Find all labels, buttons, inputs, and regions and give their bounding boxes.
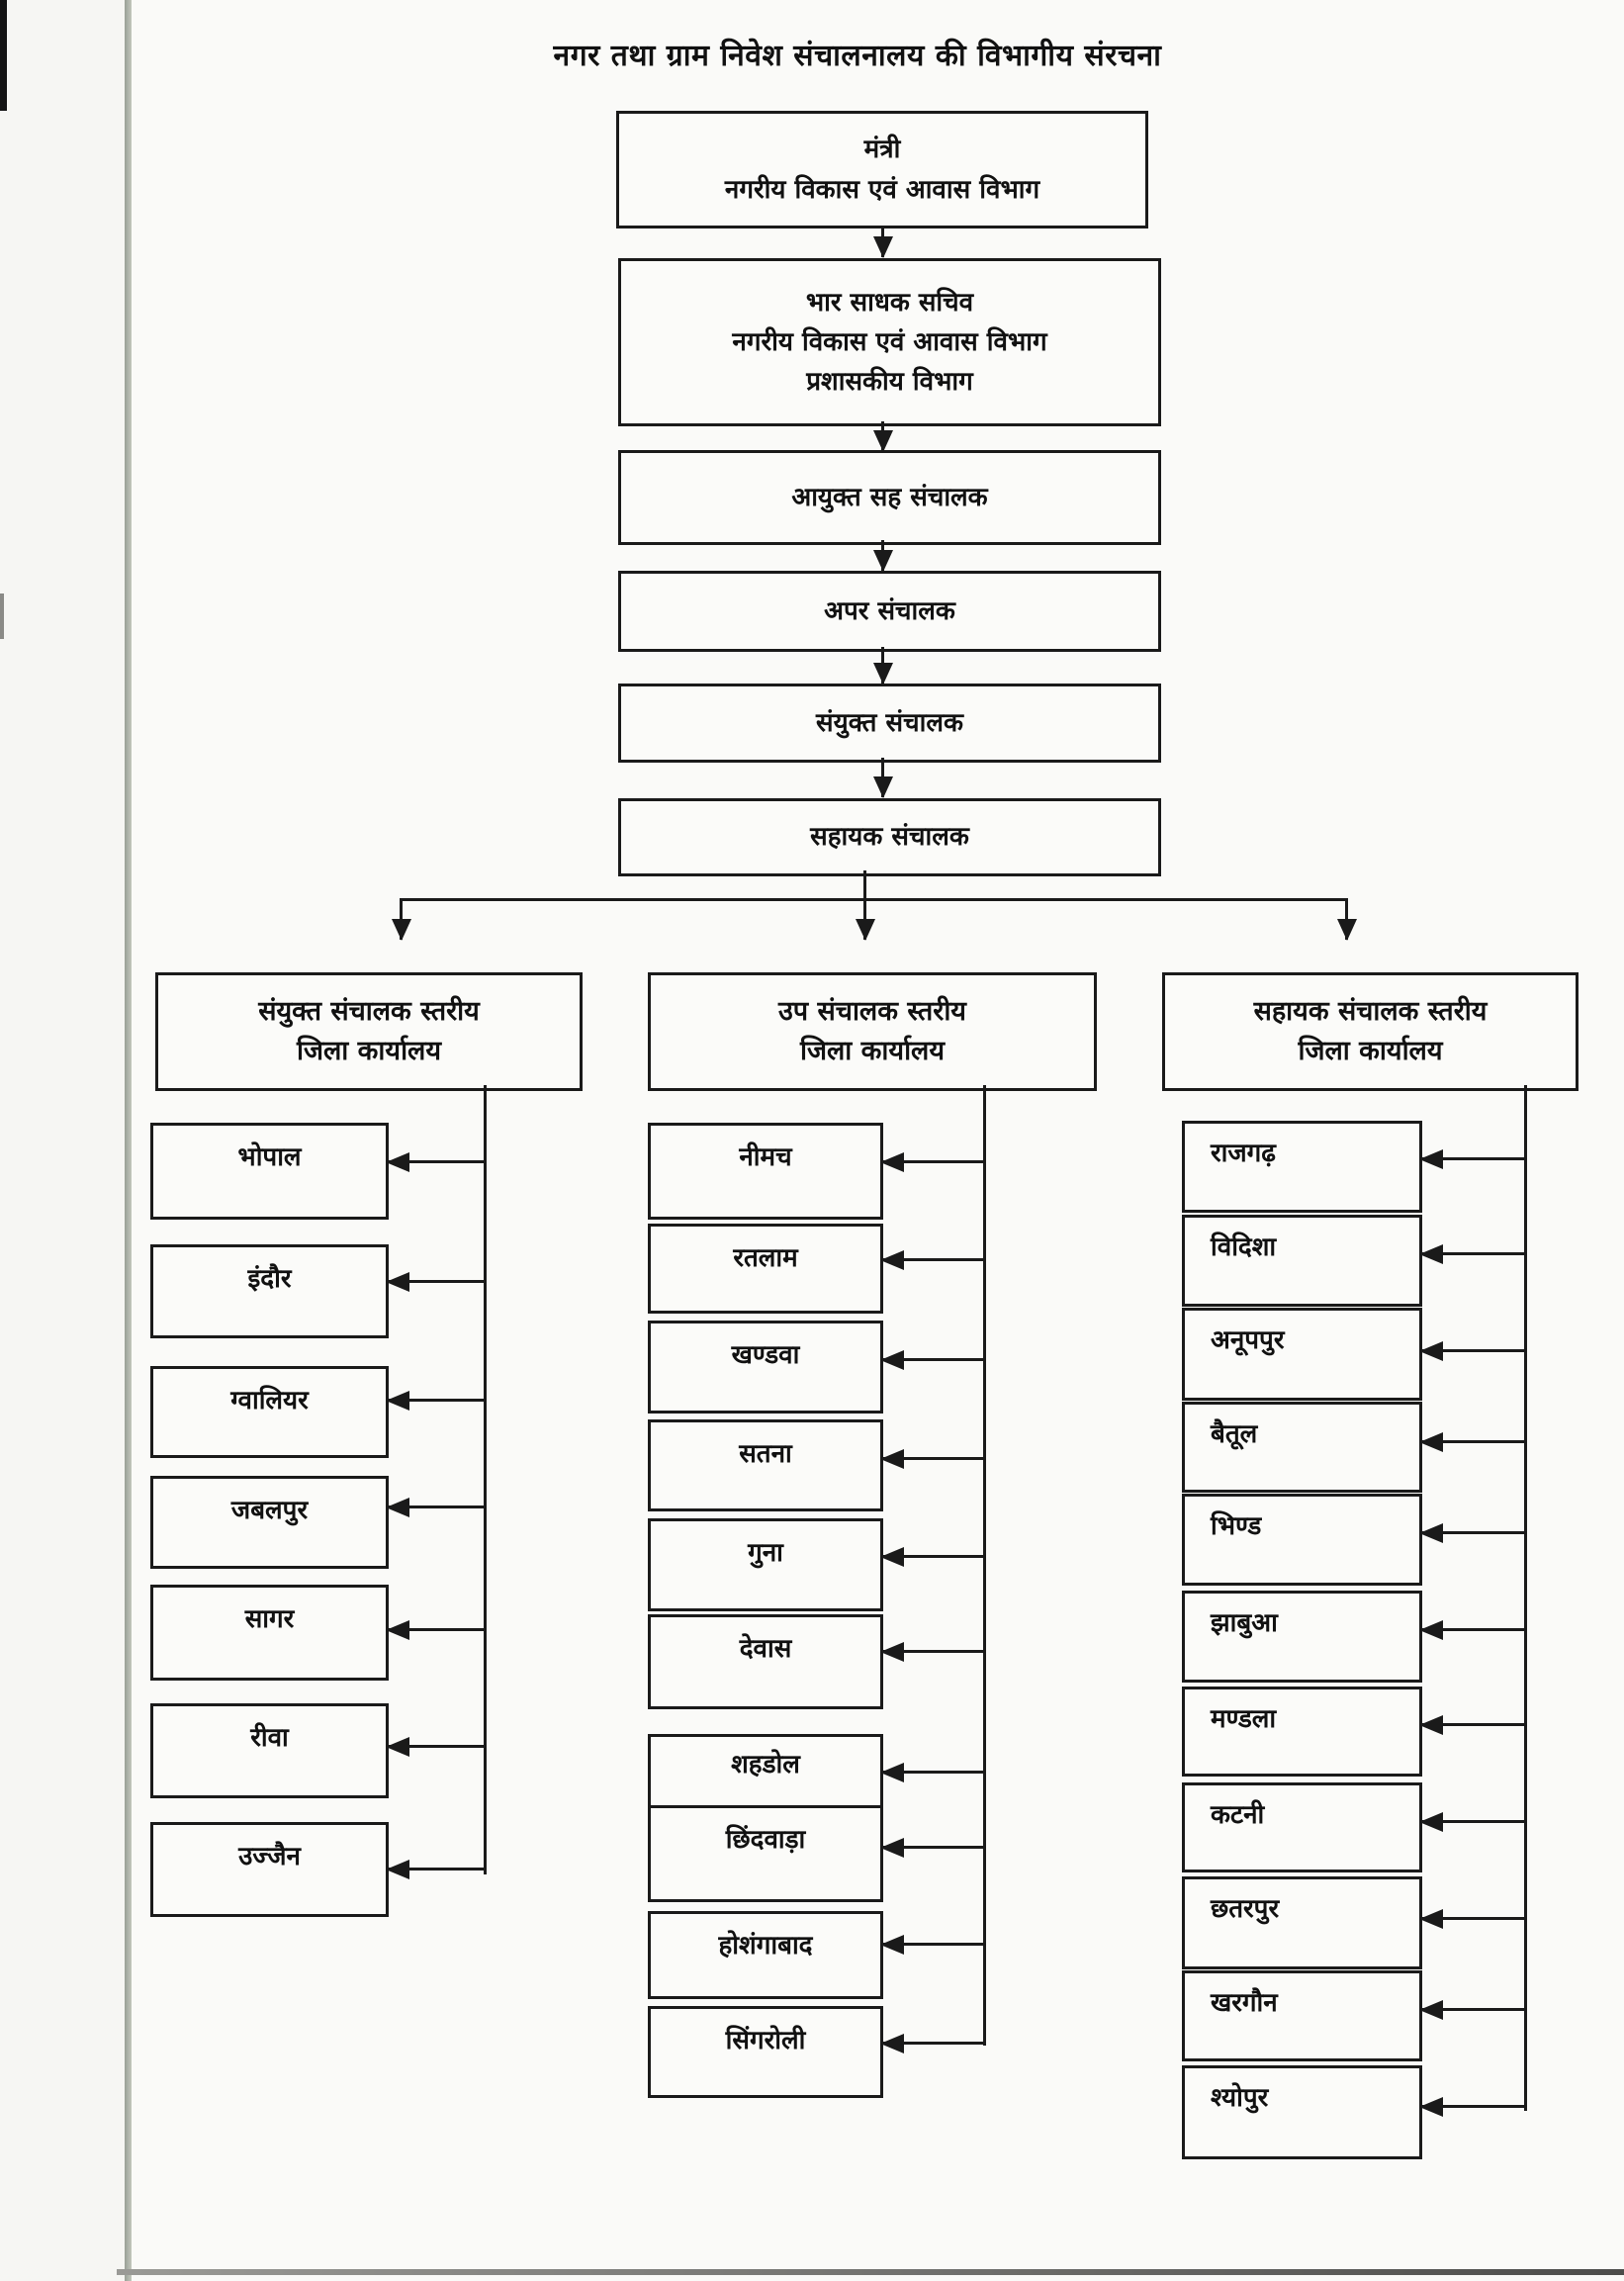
district-label: श्योपुर (1211, 2083, 1269, 2113)
district-box (150, 1476, 389, 1569)
scan-edge-line (125, 0, 132, 2281)
district-label: विदिशा (1211, 1232, 1277, 1262)
scan-bottom-line (117, 2269, 1624, 2275)
district-box (1182, 1121, 1422, 1213)
org-box-commissioner-cum-director (618, 450, 1161, 545)
branch-header-line: जिला कार्यालय (296, 1036, 442, 1066)
arrow-left-icon (1419, 1157, 1525, 1160)
arrow-left-icon (386, 1628, 485, 1631)
arrow-left-icon (880, 1358, 984, 1361)
org-box-joint-director (618, 684, 1161, 763)
arrow-down-icon (881, 758, 884, 797)
district-box (648, 1518, 883, 1611)
district-box (1182, 1782, 1422, 1872)
district-label: उज्जैन (238, 1842, 301, 1871)
district-label: देवास (739, 1634, 792, 1664)
district-box (1182, 1591, 1422, 1683)
arrow-left-icon (880, 1457, 984, 1460)
branch-header-assistant-director-level (1162, 972, 1579, 1091)
arrow-down-icon (881, 421, 884, 451)
district-box (150, 1703, 389, 1798)
arrow-left-icon (1419, 1440, 1525, 1443)
district-box (648, 1734, 883, 1814)
org-box-line: प्रशासकीय विभाग (806, 367, 973, 398)
branch-header-line: जिला कार्यालय (799, 1036, 946, 1066)
feeder-line-middle (983, 1085, 986, 2046)
arrow-left-icon (1419, 2105, 1525, 2108)
district-label: इंदौर (247, 1264, 292, 1294)
district-box (648, 1123, 883, 1220)
org-box-line: संयुक्त संचालक (816, 707, 963, 738)
branch-header-line: जिला कार्यालय (1298, 1036, 1443, 1066)
district-box (1182, 1308, 1422, 1401)
district-label: छिंदवाड़ा (725, 1825, 806, 1855)
district-box (150, 1822, 389, 1917)
arrow-left-icon (1419, 1917, 1525, 1920)
district-label: झाबुआ (1211, 1608, 1278, 1638)
page-title: नगर तथा ग्राम निवेश संचालनालय की विभागीय संरचना (553, 39, 1162, 73)
district-label: कटनी (1211, 1800, 1265, 1830)
arrow-left-icon (1419, 1723, 1525, 1726)
district-label: छतरपुर (1211, 1894, 1280, 1924)
org-box-line: आयुक्त सह संचालक (791, 482, 988, 512)
district-label: जबलपुर (230, 1496, 309, 1525)
connector-horizontal (400, 898, 1347, 901)
arrow-down-icon (863, 898, 866, 940)
district-box (150, 1123, 389, 1220)
district-box (648, 1419, 883, 1511)
branch-header-line: सहायक संचालक स्तरीय (1253, 995, 1488, 1027)
district-box (1182, 1494, 1422, 1586)
district-label: खरगौन (1211, 1988, 1278, 2018)
district-label: रतलाम (733, 1243, 798, 1273)
org-box-line: अपर संचालक (824, 595, 955, 626)
district-label: भोपाल (237, 1142, 302, 1172)
branch-header-deputy-director-level (648, 972, 1097, 1091)
org-box-line: नगरीय विकास एवं आवास विभाग (724, 174, 1040, 205)
arrow-left-icon (386, 1505, 485, 1508)
org-box-line: नगरीय विकास एवं आवास विभाग (732, 326, 1047, 357)
district-box (648, 1911, 883, 1999)
org-box-incharge-secretary (618, 258, 1161, 426)
connector-stub (863, 870, 866, 900)
district-label: राजगढ़ (1211, 1139, 1276, 1168)
district-label: नीमच (739, 1142, 792, 1172)
arrow-down-icon (881, 540, 884, 571)
district-box (1182, 1876, 1422, 1969)
district-box (150, 1585, 389, 1681)
org-box-line: सहायक संचालक (810, 822, 969, 853)
arrow-left-icon (386, 1280, 485, 1283)
district-label: शहडोल (731, 1750, 800, 1779)
arrow-down-icon (1345, 898, 1348, 940)
district-label: अनूपपुर (1211, 1325, 1285, 1355)
scan-mark (0, 593, 4, 639)
arrow-left-icon (1419, 1252, 1525, 1255)
district-box (648, 1224, 883, 1314)
scan-margin-band (0, 0, 125, 2281)
district-label: सतना (739, 1439, 792, 1469)
district-box (1182, 1215, 1422, 1307)
district-label: गुना (748, 1538, 783, 1568)
org-box-line: भार साधक सचिव (805, 287, 974, 318)
arrow-left-icon (880, 2042, 984, 2045)
district-label: सागर (244, 1604, 295, 1634)
arrow-left-icon (386, 1399, 485, 1402)
arrow-left-icon (880, 1771, 984, 1774)
district-label: मण्डला (1211, 1704, 1277, 1734)
district-box (1182, 1687, 1422, 1777)
district-box (1182, 2065, 1422, 2159)
feeder-line-left (484, 1085, 487, 1874)
district-box (648, 1614, 883, 1709)
branch-header-line: उप संचालक स्तरीय (778, 995, 966, 1027)
arrow-left-icon (880, 1650, 984, 1653)
arrow-left-icon (386, 1160, 485, 1163)
arrow-left-icon (386, 1745, 485, 1748)
arrow-left-icon (880, 1258, 984, 1261)
org-box-additional-director (618, 571, 1161, 652)
district-label: सिंगरोली (725, 2026, 806, 2055)
feeder-line-right (1524, 1085, 1527, 2111)
arrow-left-icon (1419, 1349, 1525, 1352)
district-box (150, 1366, 389, 1458)
district-label: खण्डवा (731, 1340, 800, 1370)
arrow-down-icon (400, 898, 403, 940)
district-box (1182, 1402, 1422, 1493)
arrow-left-icon (1419, 1820, 1525, 1823)
district-label: बैतूल (1211, 1419, 1258, 1449)
district-box (648, 1805, 883, 1902)
scan-mark (0, 0, 7, 111)
district-label: भिण्ड (1211, 1511, 1262, 1541)
arrow-left-icon (880, 1160, 984, 1163)
org-box-minister (616, 111, 1148, 228)
arrow-left-icon (1419, 2008, 1525, 2011)
district-box (648, 1321, 883, 1414)
arrow-left-icon (386, 1868, 485, 1870)
arrow-down-icon (881, 647, 884, 684)
district-label: ग्वालियर (230, 1386, 309, 1415)
arrow-down-icon (881, 226, 884, 257)
district-box (648, 2006, 883, 2098)
arrow-left-icon (880, 1943, 984, 1946)
org-box-line: मंत्री (863, 135, 901, 165)
district-label: रीवा (250, 1723, 289, 1753)
district-box (1182, 1970, 1422, 2061)
branch-header-line: संयुक्त संचालक स्तरीय (258, 995, 480, 1027)
arrow-left-icon (1419, 1628, 1525, 1631)
arrow-left-icon (1419, 1531, 1525, 1534)
org-box-assistant-director (618, 798, 1161, 876)
district-label: होशंगाबाद (718, 1931, 813, 1961)
district-box (150, 1244, 389, 1338)
branch-header-joint-director-level (155, 972, 583, 1091)
arrow-left-icon (880, 1555, 984, 1558)
arrow-left-icon (880, 1846, 984, 1849)
